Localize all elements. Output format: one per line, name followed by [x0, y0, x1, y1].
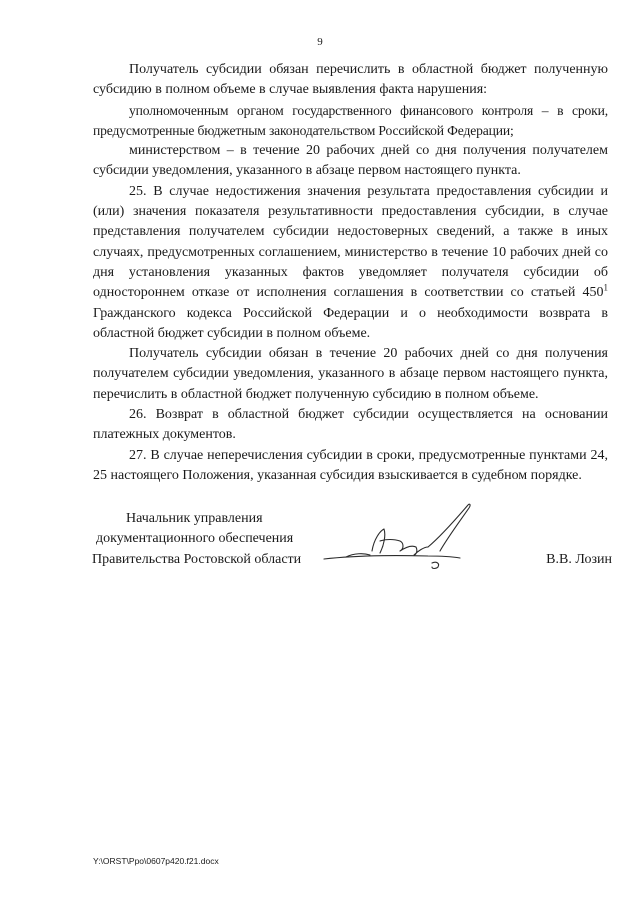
signature-block — [88, 509, 612, 579]
paragraph-recipient-refund: Получатель субсидии обязан в течение 20 рабочих дней со дня получения получателем субсидии уведомления, указанного в абзаце первом настоящего пункта, перечислить в областной бюджет полученную субсидию в полном объеме. — [93, 346, 608, 402]
paragraph-25-superscript: 1 — [603, 282, 608, 293]
signatory-title-line-2: документационного обеспечения — [96, 531, 294, 547]
file-path-footer: Y:\ORST\Ppo\0607p420.f21.docx — [93, 856, 219, 866]
paragraph-25 — [93, 182, 608, 344]
page-number: 9 — [317, 36, 323, 48]
paragraph-control-authority: уполномоченным органом государственного финансового контроля – в сроки, предусмотренные бюджетным законодательством Российской Федерации; — [93, 102, 608, 138]
signatory-title — [88, 509, 328, 570]
paragraph-ministry-deadline: министерством – в течение 20 рабочих дней со дня получения получателем субсидии уведомления, указанного в абзаце первом настоящего пункта. — [93, 143, 608, 179]
paragraph-refund-obligation: Получатель субсидии обязан перечислить в областной бюджет полученную субсидию в полном объеме в случае выявления факта нарушения: — [93, 62, 608, 98]
paragraph-26: 26. Возврат в областной бюджет субсидии осуществляется на основании платежных документов. — [93, 407, 608, 443]
signatory-name: В.В. Лозин — [546, 551, 612, 567]
paragraph-25-tail: Гражданского кодекса Российской Федерации и о необходимости возврата в областной бюджет субсидии в полном объеме. — [93, 305, 608, 341]
handwritten-signature — [320, 501, 480, 575]
paragraph-27: 27. В случае неперечисления субсидии в сроки, предусмотренные пунктами 24, 25 настоящего Положения, указанная субсидия взыскивается в судебном порядке. — [93, 447, 608, 483]
signatory-title-line-1: Начальник управления — [126, 511, 263, 526]
signatory-title-line-3: Правительства Ростовской области — [92, 551, 302, 567]
document-body — [93, 60, 608, 486]
paragraph-25-text: 25. В случае недостижения значения результата предоставления субсидии и (или) значения показателя результативности предоставления субсидии, в случае представления получателем субсидии недостоверных сведений, а также в иных случаях, предусмотренных соглашением, министерство в течение 10 рабочих дней со дня установления указанных фактов уведомляет получателя субсидии об одностороннем отказе от исполнения соглашения в соответствии со статьей 450 — [93, 183, 608, 301]
